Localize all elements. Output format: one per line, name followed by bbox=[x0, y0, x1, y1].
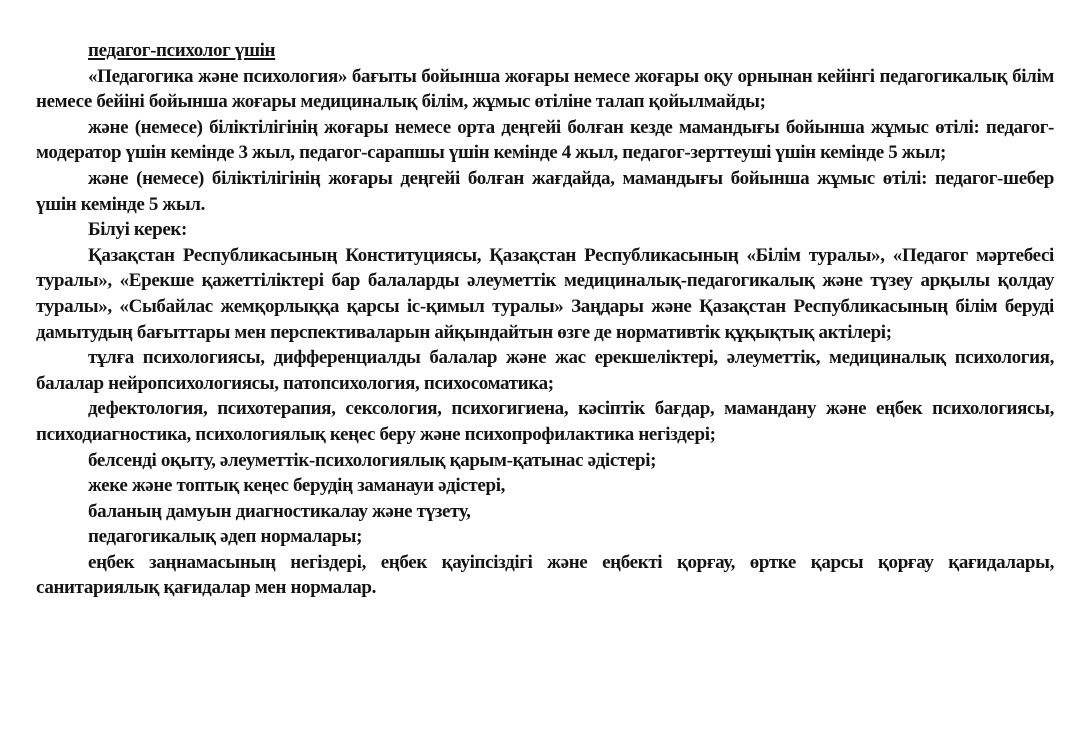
requirement-paragraph-experience: және (немесе) біліктілігінің жоғары немесе орта деңгейі болған кезде мамандығы бойынша жұмыс өтілі: педагог-модератор үшін кемінде 3 жыл, педагог-сарапшы үшін кемінде 4 жыл, педагог-зерттеуші үшін кемінде 5 жыл; bbox=[36, 116, 1054, 164]
must-know-item-labor-law: еңбек заңнамасының негіздері, еңбек қауіпсіздігі және еңбекті қорғау, өртке қарсы қорғау қағидалары, санитариялық қағидалар мен нормалар. bbox=[36, 551, 1054, 599]
must-know-item-defectology: дефектология, психотерапия, сексология, психогигиена, кәсіптік бағдар, мамандану және еңбек психологиясы, психодиагностика, психологиялық кеңес беру және психопрофилактика негіздері; bbox=[36, 398, 1054, 445]
must-know-item-active-learning: белсенді оқыту, әлеуметтік-психологиялық қарым-қатынас әдістері; bbox=[88, 449, 657, 471]
requirement-paragraph-master: және (немесе) біліктілігінің жоғары деңгейі болған жағдайда, мамандығы бойынша жұмыс өтілі: педагог-шебер үшін кемінде 5 жыл. bbox=[36, 167, 1054, 215]
must-know-heading: Білуі керек: bbox=[88, 219, 188, 241]
must-know-item-ethics: педагогикалық әдеп нормалары; bbox=[88, 526, 363, 548]
section-heading: педагог-психолог үшін bbox=[88, 40, 276, 61]
document-page bbox=[36, 38, 1054, 601]
must-know-item-psychology: тұлға психологиясы, дифференциалды балалар және жас ерекшеліктері, әлеуметтік, медициналық психология, балалар нейропсихологиясы, патопсихология, психосоматика; bbox=[36, 347, 1054, 394]
must-know-item-diagnostics: баланың дамуын диагностикалау және түзету, bbox=[88, 500, 471, 522]
must-know-item-counseling: жеке және топтық кеңес берудің заманауи әдістері, bbox=[88, 475, 506, 497]
must-know-item-laws: Қазақстан Республикасының Конституциясы, Қазақстан Республикасының «Білім туралы», «Педагог мәртебесі туралы», «Ерекше қажеттіліктері бар балаларды әлеуметтік медициналық-педагогикалық және түзеу арқылы қолдау туралы», «Сыбайлас жемқорлыққа қарсы іс-қимыл туралы» Заңдары және Қазақстан Республикасының білім беруді дамытудың бағыттары мен перспективаларын айқындайтын өзге де нормативтік құқықтық актілері; bbox=[36, 244, 1054, 343]
requirement-paragraph-education: «Педагогика және психология» бағыты бойынша жоғары немесе жоғары оқу орнынан кейінгі педагогикалық білім немесе бейіні бойынша жоғары медициналық білім, жұмыс өтіліне талап қойылмайды; bbox=[36, 65, 1054, 113]
